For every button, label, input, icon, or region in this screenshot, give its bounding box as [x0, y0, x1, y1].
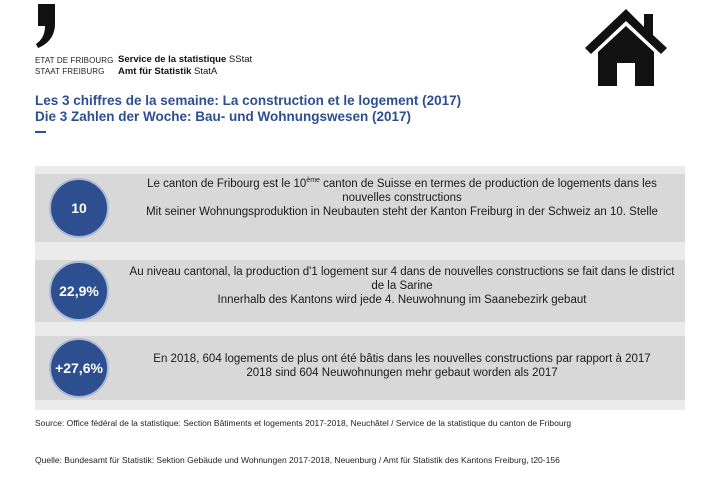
figure-text-fr: [147, 178, 657, 204]
service-name: [118, 54, 252, 78]
source-note-de: Quelle: Bundesamt für Statistik: Sektion Gebäude und Wohnungen 2017-2018, Neuenburg / Amt für Statistik des Kantons Freiburg, t20-156: [35, 455, 560, 465]
service-fr-abbr: SStat: [228, 54, 253, 65]
figure-text-de: Mit seiner Wohnungsproduktion in Neubauten steht der Kanton Freiburg in der Schweiz an 10. Stelle: [146, 206, 658, 218]
figure-text: [125, 177, 679, 219]
service-fr-name: Service de la statistique: [118, 54, 227, 65]
ordinal-suffix: ème: [306, 177, 320, 185]
service-de-abbr: StatA: [194, 66, 218, 77]
figure-text-fr: Au niveau cantonal, la production d'1 logement sur 4 dans de nouvelles constructions se fait dans le district de la Sarine: [129, 266, 675, 292]
figure-row-2: [35, 260, 685, 322]
state-logo: [35, 4, 57, 48]
org-name-fr: ETAT DE FRIBOURG: [35, 56, 114, 65]
figure-text: [125, 265, 679, 307]
org-name-de: STAAT FREIBURG: [35, 67, 105, 76]
organisation-name: [35, 55, 114, 77]
service-de-name: Amt für Statistik: [118, 66, 192, 77]
figure-text-fr: En 2018, 604 logements de plus ont été bâtis dans les nouvelles constructions par rapport à 2017: [153, 353, 651, 365]
title-fr: Les 3 chiffres de la semaine: La construction et le logement (2017): [35, 93, 462, 108]
title-de: Die 3 Zahlen der Woche: Bau- und Wohnungswesen (2017): [35, 109, 412, 124]
house-icon: [582, 6, 670, 88]
figure-text-de: 2018 sind 604 Neuwohnungen mehr gebaut worden als 2017: [246, 367, 558, 379]
figure-row-1: [35, 174, 685, 242]
figure-text-fr-start: Le canton de Fribourg est le 10: [147, 178, 307, 190]
figure-badge: 22,9%: [49, 261, 109, 321]
figure-badge: +27,6%: [49, 338, 109, 398]
figure-row-3: [35, 336, 685, 400]
figure-badge: 10: [49, 178, 109, 238]
title-underline: [35, 131, 46, 133]
source-note-fr: Source: Office fédéral de la statistique: Section Bâtiments et logements 2017-2018, Neuchâtel / Service de la statistique du canton de Fribourg: [35, 418, 572, 428]
figure-text-fr-end: canton de Suisse en termes de production de logements dans les nouvelles constructions: [319, 178, 657, 204]
figure-text: [125, 352, 679, 380]
figure-text-de: Innerhalb des Kantons wird jede 4. Neuwohnung im Saanebezirk gebaut: [217, 294, 587, 306]
